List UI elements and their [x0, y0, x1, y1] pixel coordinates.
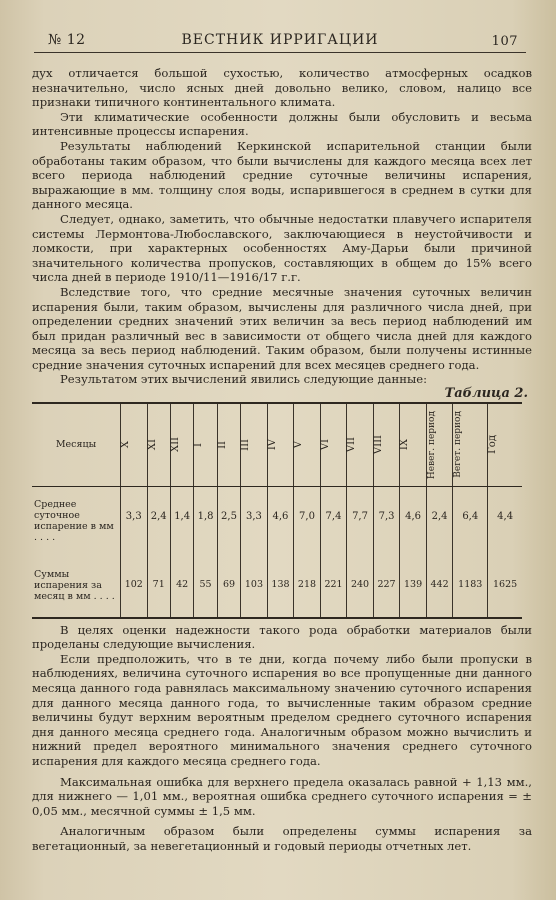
paragraph: Аналогичным образом были определены суммы испарения за вегетационный, за невегетационный и годовый периоды отчетных лет.: [32, 824, 532, 853]
column-header: V: [294, 403, 321, 487]
table-cell: 102: [121, 555, 148, 618]
table-cell: 7,3: [373, 486, 400, 555]
table-cell: 139: [400, 555, 427, 618]
corner-header: Месяцы: [32, 403, 121, 487]
table-cell: 221: [320, 555, 347, 618]
table-cell: 7,0: [294, 486, 321, 555]
issue-number: № 12: [48, 32, 86, 48]
table-cell: 442: [426, 555, 453, 618]
table-cell: 2,4: [426, 486, 453, 555]
column-header: IV: [267, 403, 294, 487]
table-cell: 42: [170, 555, 193, 618]
paragraph: Максимальная ошибка для верхнего предела оказалась равной + 1,13 мм., для нижнего — 1,01 мм., вероятная ошибка среднего суточного испарения = ± 0,05 мм., месячной суммы ± 1,5 мм.: [32, 774, 532, 818]
column-header: I: [194, 403, 217, 487]
table-cell: 6,4: [453, 486, 488, 555]
table-cell: 71: [147, 555, 170, 618]
column-header: VI: [320, 403, 347, 487]
table-cell: 103: [241, 555, 268, 618]
table-cell: 1625: [488, 555, 522, 618]
column-header: Год: [488, 403, 522, 487]
paragraph: Следует, однако, заметить, что обычные недостатки плавучего испарителя системы Лермонтова-Любославского, заключающиеся в неустойчивости и ломкости, при характерных особенностях Аму-Дарьи были причиной значительного количества пропусков, составляющих в общем до 15% всего числа дней в периоде 1910/11—1916/17 г.г.: [32, 211, 532, 285]
paragraph: Вследствие того, что средние месячные значения суточных величин испарения были, таким образом, вычислены для различного числа дней, при определении средних значений этих величин за весь период наблюдений им был придан различный вес в зависимости от общего числа дней для каждого месяца за весь период наблюдений. Таким образом, были получены истинные средние значения суточных испарений для всех месяцев среднего года.: [32, 284, 532, 372]
table-cell: 1,4: [170, 486, 193, 555]
table-cell: 138: [267, 555, 294, 618]
table-cell: 1,8: [194, 486, 217, 555]
journal-title: ВЕСТНИК ИРРИГАЦИИ: [181, 32, 379, 48]
table-cell: 1183: [453, 555, 488, 618]
table-cell: 3,3: [121, 486, 148, 555]
paragraph: Результатом этих вычислений явились следующие данные:: [60, 372, 427, 387]
paragraph: Если предположить, что в те дни, когда почему либо были пропуски в наблюдениях, величина суточного испарения во все пропущенные дни данного месяца данного года равнялась максимальному значению суточного испарения для данного месяца данного года, то вычисленные таким образом средние величины будут верхним вероятным пределом среднего суточного испарения дня данного месяца среднего года. Аналогичным образом можно вычислить и нижний предел вероятного минимального значения среднего суточного испарения для каждого месяца среднего года.: [32, 651, 532, 768]
table-cell: 218: [294, 555, 321, 618]
paragraph: Результаты наблюдений Керкинской испарительной станции были обработаны таким образом, что были вычислены для каждого месяца всех лет всего периода наблюдений средние суточные величины испарения, выражающие в мм. толщину слоя воды, испарившегося в среднем в сутки для данного месяца.: [32, 138, 532, 212]
paragraph: Эти климатические особенности должны были обусловить и весьма интенсивные процессы испарения.: [32, 109, 532, 139]
running-header: [34, 30, 526, 53]
table-cell: 7,7: [347, 486, 374, 555]
paragraph: В целях оценки надежности такого рода обработки материалов были проделаны следующие вычисления.: [32, 622, 532, 652]
column-header: Вегет. период: [453, 403, 488, 487]
table-cell: 227: [373, 555, 400, 618]
table-header-row: [32, 403, 522, 487]
column-header: VIII: [373, 403, 400, 487]
table-cell: 2,4: [147, 486, 170, 555]
column-header: IX: [400, 403, 427, 487]
table-cell: 2,5: [217, 486, 240, 555]
row-label: Среднее суточное испарение в мм . . . .: [34, 498, 114, 543]
table-cell: 69: [217, 555, 240, 618]
article-body: [32, 66, 532, 854]
table-cell: 3,3: [241, 486, 268, 555]
table-cell: 4,6: [400, 486, 427, 555]
table-cell: 4,4: [488, 486, 522, 555]
table-caption: Таблица 2.: [444, 386, 528, 402]
column-header: XII: [170, 403, 193, 487]
table-cell: 4,6: [267, 486, 294, 555]
paragraph: дух отличается большой сухостью, количество атмосферных осадков незначительно, число ясных дней довольно велико, словом, налицо все признаки типичного континентального климата.: [32, 66, 532, 110]
column-header: VII: [347, 403, 374, 487]
column-header: XI: [147, 403, 170, 487]
table-cell: 240: [347, 555, 374, 618]
column-header: X: [121, 403, 148, 487]
column-header: III: [241, 403, 268, 487]
column-header: II: [217, 403, 240, 487]
table-row: [32, 486, 522, 555]
table-row: [32, 555, 522, 618]
row-label: Суммы испарения за месяц в мм . . . .: [34, 569, 115, 603]
evaporation-table: [32, 402, 522, 619]
column-header: Невег. период: [426, 403, 453, 487]
table-cell: 7,4: [320, 486, 347, 555]
table-cell: 55: [194, 555, 217, 618]
page-number: 107: [491, 34, 518, 49]
